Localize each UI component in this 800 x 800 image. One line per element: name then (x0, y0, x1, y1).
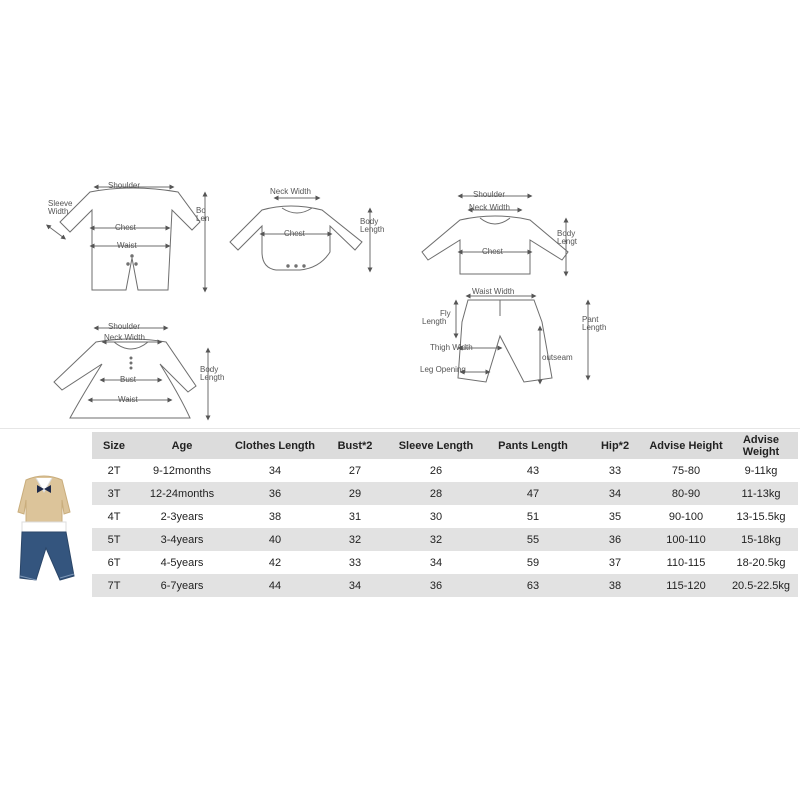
measurement-diagrams (0, 160, 800, 428)
cell-clothes-length: 40 (228, 528, 322, 551)
cell-advise-weight: 18-20.5kg (724, 551, 798, 574)
romper-shoulder-label: Shoulder (108, 181, 141, 190)
bodysuit-diagram (230, 187, 384, 270)
header-advise-height: Advise Height (648, 432, 724, 459)
dress-diagram (54, 322, 224, 418)
cell-clothes-length: 36 (228, 482, 322, 505)
cell-advise-height: 110-115 (648, 551, 724, 574)
cell-sleeve-length: 30 (388, 505, 484, 528)
cell-age: 4-5years (136, 551, 228, 574)
header-hip: Hip*2 (582, 432, 648, 459)
pants-waist-width-label: Waist Width (472, 287, 515, 296)
cell-bust: 29 (322, 482, 388, 505)
sweater-neck-width-label: Neck Width (469, 203, 510, 212)
table-row (92, 551, 798, 574)
dress-body-length-label-1: Body (200, 365, 219, 374)
header-age: Age (136, 432, 228, 459)
pants-fly-length-label-2: Length (422, 317, 447, 326)
table-row (92, 505, 798, 528)
header-advise-weight: Advise Weight (724, 432, 798, 459)
cell-advise-weight: 15-18kg (724, 528, 798, 551)
cell-hip: 36 (582, 528, 648, 551)
cell-hip: 38 (582, 574, 648, 597)
cell-advise-height: 100-110 (648, 528, 724, 551)
cell-sleeve-length: 28 (388, 482, 484, 505)
cell-hip: 37 (582, 551, 648, 574)
cell-size: 5T (92, 528, 136, 551)
sweater-shoulder-label: Shoulder (473, 190, 506, 199)
pants-leg-opening-label: Leg Opening (420, 365, 466, 374)
cell-sleeve-length: 36 (388, 574, 484, 597)
romper-sleeve-width-label-1: Sleeve (48, 199, 73, 208)
cell-hip: 35 (582, 505, 648, 528)
sweater-body-length-label-1: Body (557, 229, 576, 238)
cell-hip: 33 (582, 459, 648, 482)
sweater-body-length-label-2: Lengt (557, 237, 578, 246)
cell-pants-length: 59 (484, 551, 582, 574)
cell-clothes-length: 38 (228, 505, 322, 528)
header-sleeve-length: Sleeve Length (388, 432, 484, 459)
dress-body-length-label-2: Length (200, 373, 225, 382)
cell-size: 4T (92, 505, 136, 528)
cell-sleeve-length: 34 (388, 551, 484, 574)
pants-diagram (420, 287, 606, 382)
cell-bust: 34 (322, 574, 388, 597)
size-table-header-row (92, 432, 798, 459)
cell-advise-weight: 13-15.5kg (724, 505, 798, 528)
cell-bust: 27 (322, 459, 388, 482)
cell-pants-length: 63 (484, 574, 582, 597)
cell-age: 2-3years (136, 505, 228, 528)
cell-age: 6-7years (136, 574, 228, 597)
table-row (92, 574, 798, 597)
cell-bust: 32 (322, 528, 388, 551)
romper-diagram (48, 181, 209, 290)
cell-hip: 34 (582, 482, 648, 505)
cell-advise-weight: 20.5-22.5kg (724, 574, 798, 597)
bodysuit-body-length-label-1: Body (360, 217, 379, 226)
bodysuit-body-length-label-2: Length (360, 225, 385, 234)
cell-advise-height: 115-120 (648, 574, 724, 597)
dress-shoulder-label: Shoulder (108, 322, 141, 331)
cell-advise-height: 90-100 (648, 505, 724, 528)
table-row (92, 528, 798, 551)
romper-chest-label: Chest (115, 223, 136, 232)
cell-advise-weight: 9-11kg (724, 459, 798, 482)
cell-pants-length: 43 (484, 459, 582, 482)
bodysuit-chest-label: Chest (284, 229, 305, 238)
cell-clothes-length: 34 (228, 459, 322, 482)
cell-advise-height: 80-90 (648, 482, 724, 505)
dress-waist-label: Waist (118, 395, 138, 404)
dress-neck-width-label: Neck Width (104, 333, 145, 342)
cell-size: 7T (92, 574, 136, 597)
cell-sleeve-length: 32 (388, 528, 484, 551)
header-clothes-length: Clothes Length (228, 432, 322, 459)
table-row (92, 482, 798, 505)
header-size: Size (92, 432, 136, 459)
bodysuit-neck-width-label: Neck Width (270, 187, 311, 196)
cell-pants-length: 47 (484, 482, 582, 505)
table-row (92, 459, 798, 482)
romper-waist-label: Waist (117, 241, 137, 250)
pants-pant-length-label-1: Pant (582, 315, 599, 324)
pants-fly-length-label-1: Fly (440, 309, 451, 318)
cell-bust: 31 (322, 505, 388, 528)
header-bust: Bust*2 (322, 432, 388, 459)
sweater-diagram (422, 190, 578, 274)
header-pants-length: Pants Length (484, 432, 582, 459)
cell-size: 2T (92, 459, 136, 482)
pants-outseam-label: outseam (542, 353, 573, 362)
cell-age: 9-12months (136, 459, 228, 482)
cell-advise-weight: 11-13kg (724, 482, 798, 505)
pants-pant-length-label-2: Length (582, 323, 607, 332)
cell-advise-height: 75-80 (648, 459, 724, 482)
dress-bust-label: Bust (120, 375, 137, 384)
romper-body-length-label-1: Bo (196, 206, 206, 215)
pants-thigh-width-label: Thigh Width (430, 343, 473, 352)
sweater-chest-label: Chest (482, 247, 503, 256)
product-photo (6, 452, 82, 592)
cell-pants-length: 55 (484, 528, 582, 551)
cell-clothes-length: 42 (228, 551, 322, 574)
section-divider (0, 428, 800, 429)
cell-size: 3T (92, 482, 136, 505)
cell-sleeve-length: 26 (388, 459, 484, 482)
romper-sleeve-width-label-2: Width (48, 207, 69, 216)
size-chart-table (92, 432, 798, 597)
romper-body-length-label-2: Len (196, 214, 210, 223)
cell-age: 3-4years (136, 528, 228, 551)
cell-pants-length: 51 (484, 505, 582, 528)
cell-bust: 33 (322, 551, 388, 574)
cell-size: 6T (92, 551, 136, 574)
cell-clothes-length: 44 (228, 574, 322, 597)
cell-age: 12-24months (136, 482, 228, 505)
